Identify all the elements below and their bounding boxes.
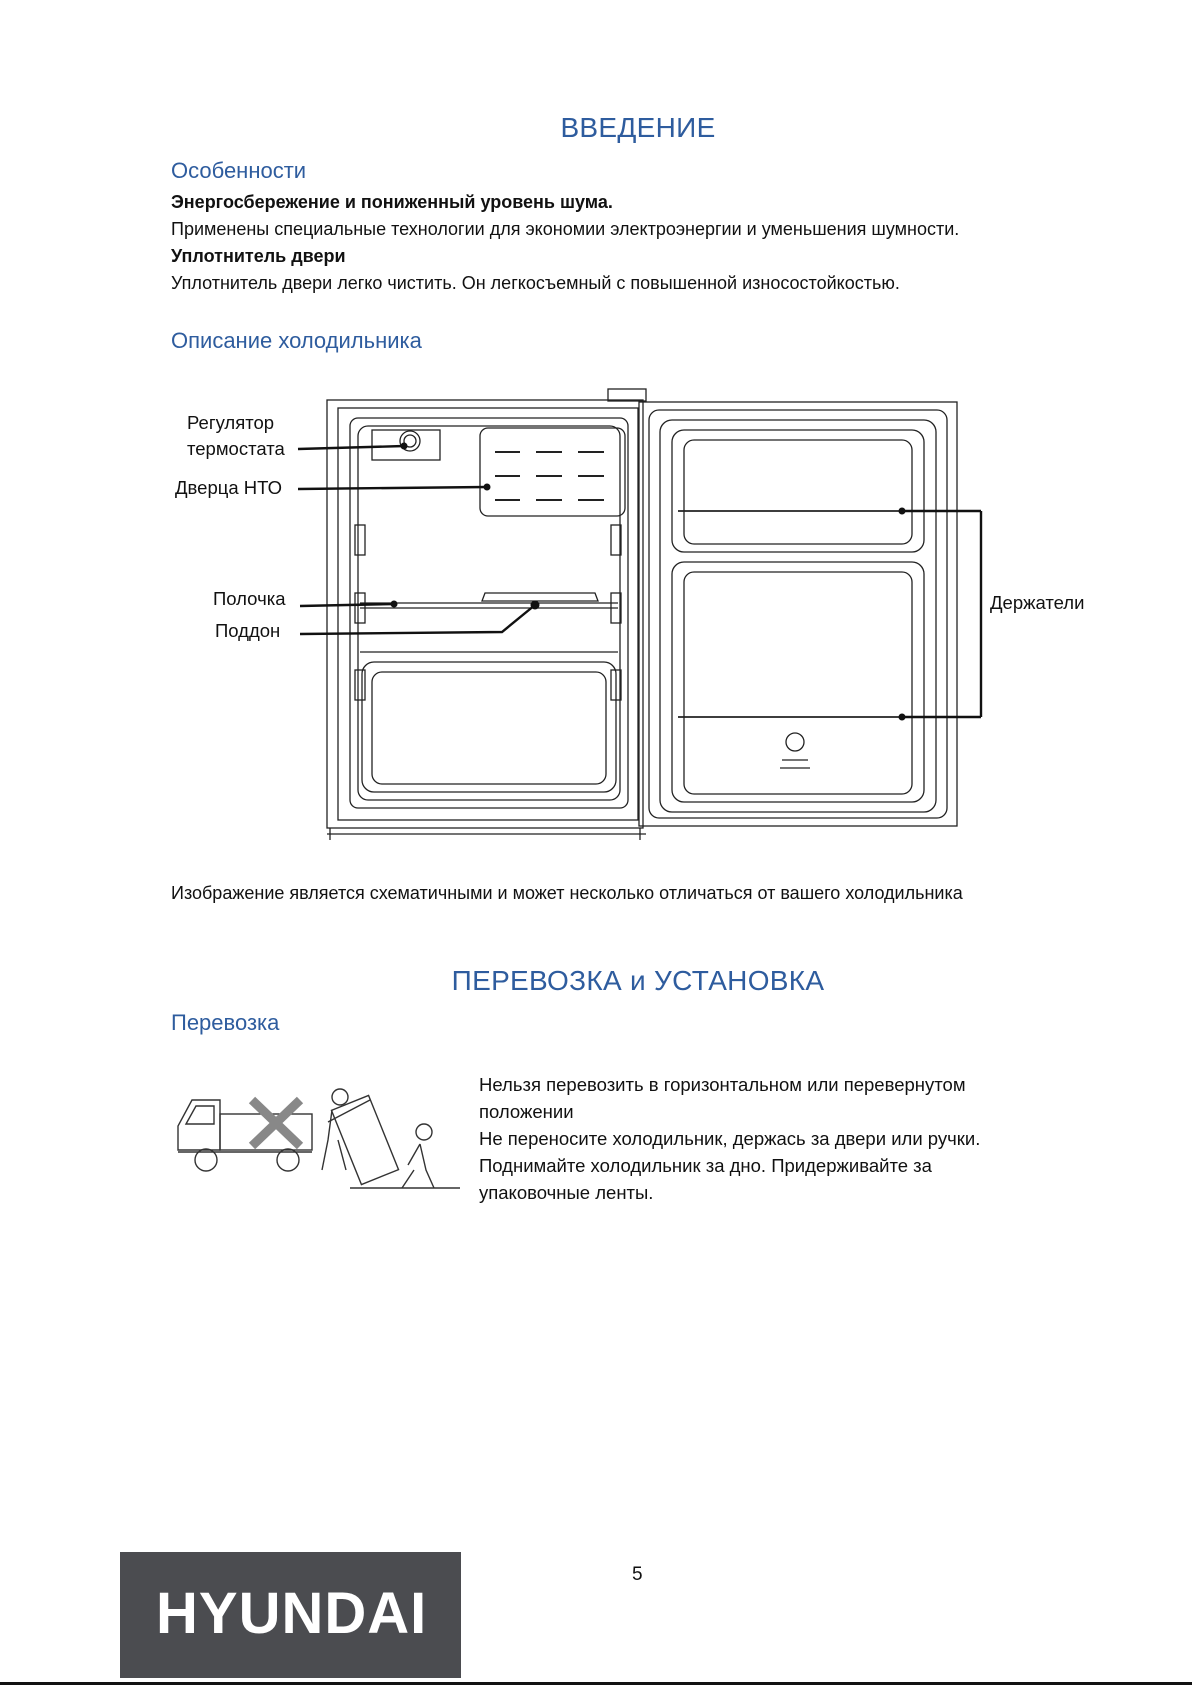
feature-energy-title: Энергосбережение и пониженный уровень шума. (171, 192, 613, 212)
label-nto-door: Дверца НТО (175, 477, 282, 498)
transport-illustration (170, 1070, 470, 1210)
transport-line-4: Поднимайте холодильник за дно. Придерживайте за (479, 1155, 932, 1176)
transport-line-1: Нельзя перевозить в горизонтальном или перевернутом (479, 1074, 966, 1095)
transport-title: ПЕРЕВОЗКА и УСТАНОВКА (451, 965, 825, 996)
feature-seal-title: Уплотнитель двери (171, 246, 346, 266)
transport-line-2: положении (479, 1101, 574, 1122)
label-shelf: Полочка (213, 588, 286, 609)
page-number: 5 (632, 1564, 643, 1585)
description-heading: Описание холодильника (171, 328, 422, 353)
label-holders: Держатели (990, 592, 1085, 613)
feature-energy-text: Применены специальные технологии для экономии электроэнергии и уменьшения шумности. (171, 219, 960, 239)
transport-text (479, 1071, 1079, 1206)
transport-heading: Перевозка (171, 1010, 280, 1035)
feature-seal-text: Уплотнитель двери легко чистить. Он легкосъемный с повышенной износостойкостью. (171, 273, 900, 293)
features-heading: Особенности (171, 158, 307, 183)
label-tray: Поддон (215, 620, 281, 641)
label-thermostat-2: термостата (187, 438, 285, 459)
brand-logo-text: HYUNDAI (156, 1581, 428, 1646)
nto-door-drawing (480, 428, 625, 516)
label-thermostat-1: Регулятор (187, 412, 275, 433)
diagram-caption: Изображение является схематичными и может несколько отличаться от вашего холодильника (171, 883, 963, 903)
fridge-door (639, 402, 957, 826)
fridge-diagram (0, 380, 1192, 860)
brand-logo (120, 1552, 461, 1678)
transport-line-3: Не переносите холодильник, держась за двери или ручки. (479, 1128, 981, 1149)
fridge-cabinet (327, 400, 643, 828)
intro-title: ВВЕДЕНИЕ (560, 112, 716, 143)
transport-line-5: упаковочные ленты. (479, 1182, 654, 1203)
